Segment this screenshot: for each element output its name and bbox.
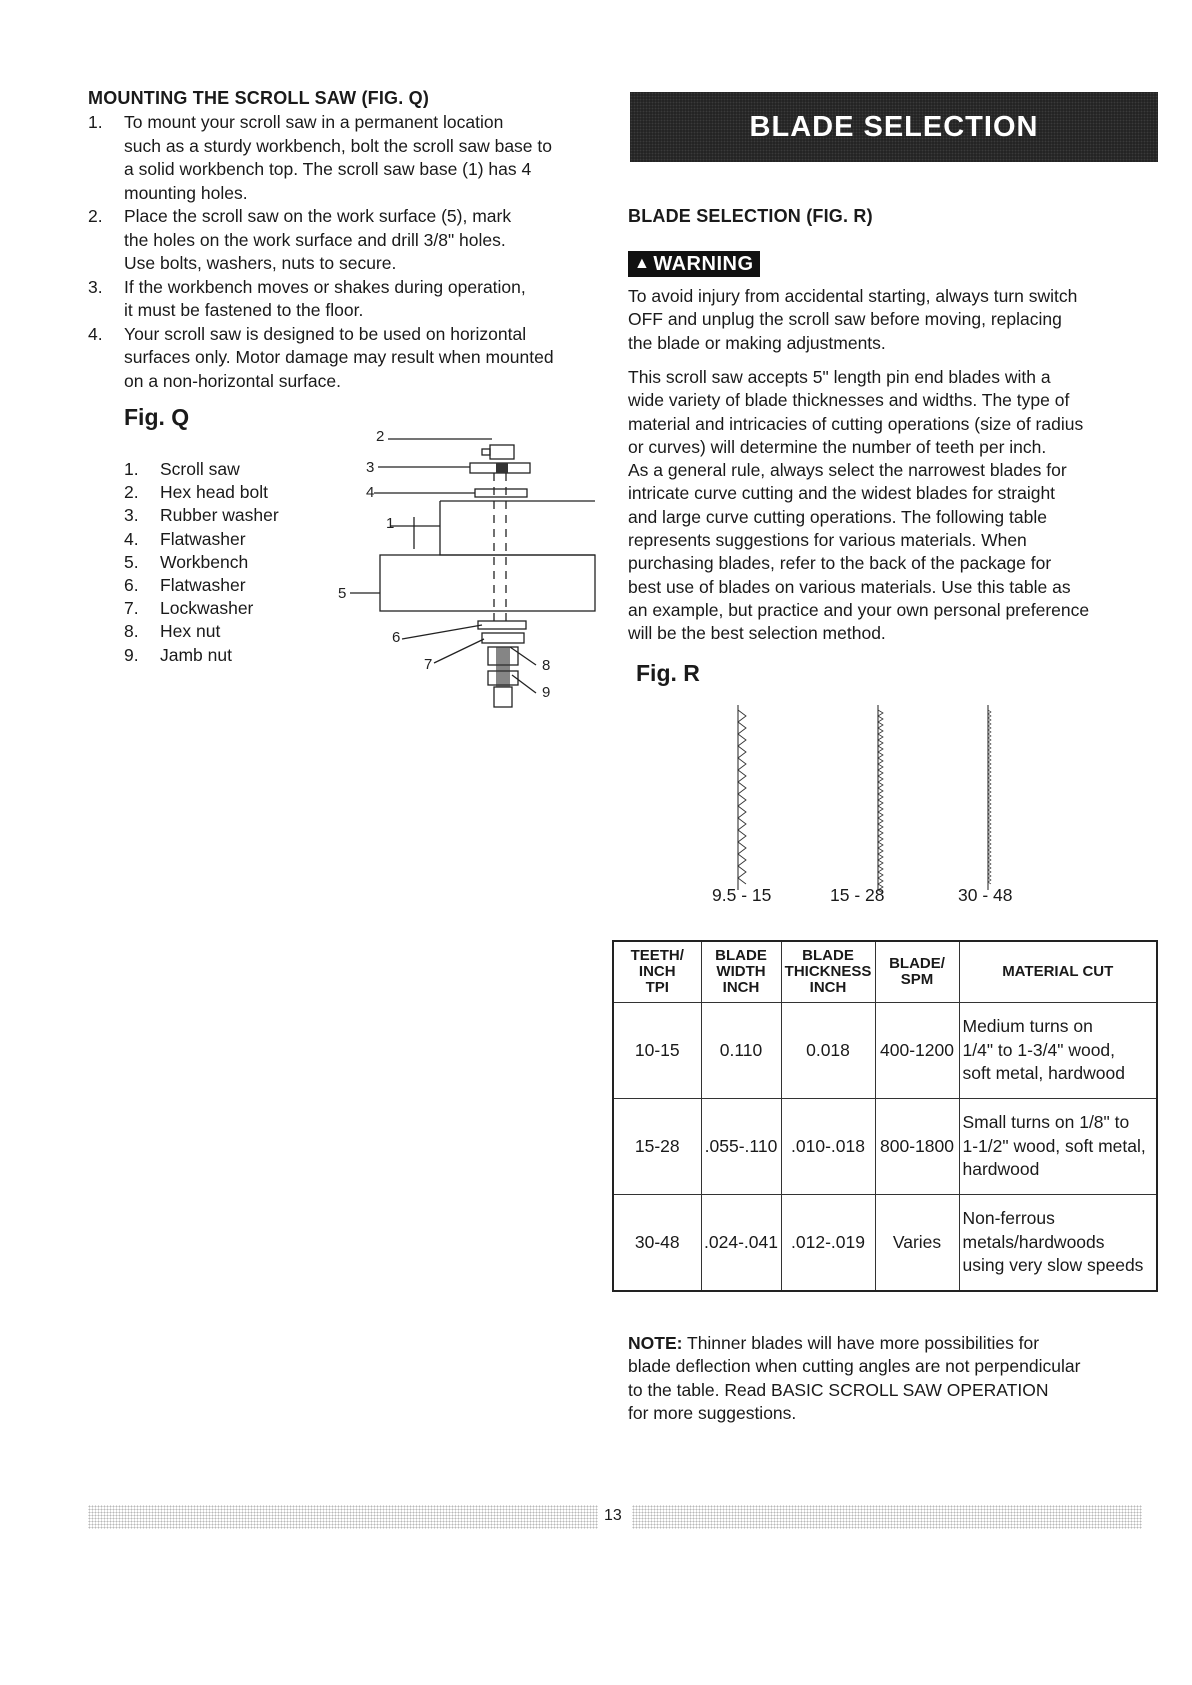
callout-9: 9 <box>542 684 551 701</box>
header-material: MATERIAL CUT <box>959 941 1157 1003</box>
material-cell: Small turns on 1/8" to 1-1/2" wood, soft metal, hardwood <box>959 1099 1157 1195</box>
fig-q-parts-list <box>124 458 364 667</box>
note-label: NOTE: <box>628 1333 683 1353</box>
part-item: 2. Hex head bolt <box>124 482 268 503</box>
note-block: NOTE: Thinner blades will have more possibilities for blade deflection when cutting angles are not perpendicular to the table. Read BASIC SCROLL SAW OPERATION for more suggestions. <box>628 1333 1081 1423</box>
warning-badge: ▲ WARNING <box>628 251 760 277</box>
callout-1: 1 <box>386 515 395 532</box>
fig-r-title: Fig. R <box>636 660 700 686</box>
callout-6: 6 <box>392 629 401 646</box>
header-spm: BLADE/ SPM <box>875 941 959 1003</box>
header-width: BLADE WIDTH INCH <box>701 941 781 1003</box>
callout-2: 2 <box>376 428 385 445</box>
warning-icon: ▲ <box>634 255 651 272</box>
step-item: 4. Your scroll saw is designed to be used on horizontal surfaces only. Motor damage may result when mounted on a non-horizontal surface. <box>88 323 554 391</box>
step-item: 3. If the workbench moves or shakes during operation, it must be fastened to the floor. <box>88 276 526 320</box>
blade-label-2: 15 - 28 <box>830 885 885 905</box>
fig-q-title: Fig. Q <box>124 404 190 430</box>
callout-7: 7 <box>424 656 433 673</box>
part-item: 6. Flatwasher <box>124 575 246 596</box>
blade-selection-heading: BLADE SELECTION (FIG. R) <box>628 206 873 226</box>
blade-selection-banner <box>630 92 1158 162</box>
table-header-row <box>613 941 1157 1003</box>
mounting-heading: MOUNTING THE SCROLL SAW (FIG. Q) <box>88 88 430 108</box>
mounting-steps <box>88 111 608 393</box>
fig-q-diagram <box>330 425 610 715</box>
banner-title: BLADE SELECTION <box>749 110 1039 143</box>
callout-4: 4 <box>366 484 375 501</box>
mounting-section <box>88 88 608 393</box>
part-item: 9. Jamb nut <box>124 644 232 665</box>
footer-bar-right <box>632 1505 1142 1529</box>
table-row: 10-15 0.110 0.018 400-1200 Medium turns on 1/4" to 1-3/4" wood, soft metal, hardwood <box>613 1003 1157 1099</box>
table-row: 15-28 .055-.110 .010-.018 800-1800 Small turns on 1/8" to 1-1/2" wood, soft metal, hardwood <box>613 1099 1157 1195</box>
step-item: 2. Place the scroll saw on the work surface (5), mark the holes on the work surface and drill 3/8" holes. Use bolts, washers, nuts to secure. <box>88 206 512 273</box>
callout-8: 8 <box>542 657 551 674</box>
footer-bar-left <box>88 1505 598 1529</box>
blade-label-1: 9.5 - 15 <box>712 885 772 905</box>
header-thickness: BLADE THICKNESS INCH <box>781 941 875 1003</box>
fig-r-blades <box>700 700 1040 900</box>
blade-selection-body: This scroll saw accepts 5" length pin end blades with a wide variety of blade thicknesses and widths. The type of material and intricacies of cutting operations (size of radius or curves) will determine the number of teeth per inch. As a general rule, always select the narrowest blades for intricate curve cutting and the widest blades for straight and large curve cutting operations. The following table represents suggestions for various materials. When purchasing blades, refer to the back of the package for best use of blades on various materials. Use this table as an example, but practice and your own personal preference will be the best selection method. <box>628 367 1090 644</box>
part-item: 4. Flatwasher <box>124 528 246 549</box>
material-cell: Medium turns on 1/4" to 1-3/4" wood, soft metal, hardwood <box>959 1003 1157 1099</box>
warning-text: To avoid injury from accidental starting, always turn switch OFF and unplug the scroll saw before moving, replacing the blade or making adjustments. <box>628 286 1078 353</box>
table-row: 30-48 .024-.041 .012-.019 Varies Non-ferrous metals/hardwoods using very slow speeds <box>613 1195 1157 1292</box>
blade-label-3: 30 - 48 <box>958 885 1013 905</box>
step-item: 1. To mount your scroll saw in a permanent location such as a sturdy workbench, bolt the scroll saw base to a solid workbench top. The scroll saw base (1) has 4 mounting holes. <box>88 112 552 203</box>
material-cell: Non-ferrous metals/hardwoods using very slow speeds <box>959 1195 1157 1292</box>
part-item: 1. Scroll saw <box>124 459 240 479</box>
callout-3: 3 <box>366 459 375 476</box>
part-item: 3. Rubber washer <box>124 505 279 526</box>
part-item: 5. Workbench <box>124 551 249 572</box>
header-tpi: TEETH/ INCH TPI <box>613 941 701 1003</box>
part-item: 8. Hex nut <box>124 621 221 642</box>
page-number: 13 <box>604 1507 622 1524</box>
callout-5: 5 <box>338 585 347 602</box>
blade-selection-table <box>612 940 1158 1292</box>
part-item: 7. Lockwasher <box>124 598 254 619</box>
